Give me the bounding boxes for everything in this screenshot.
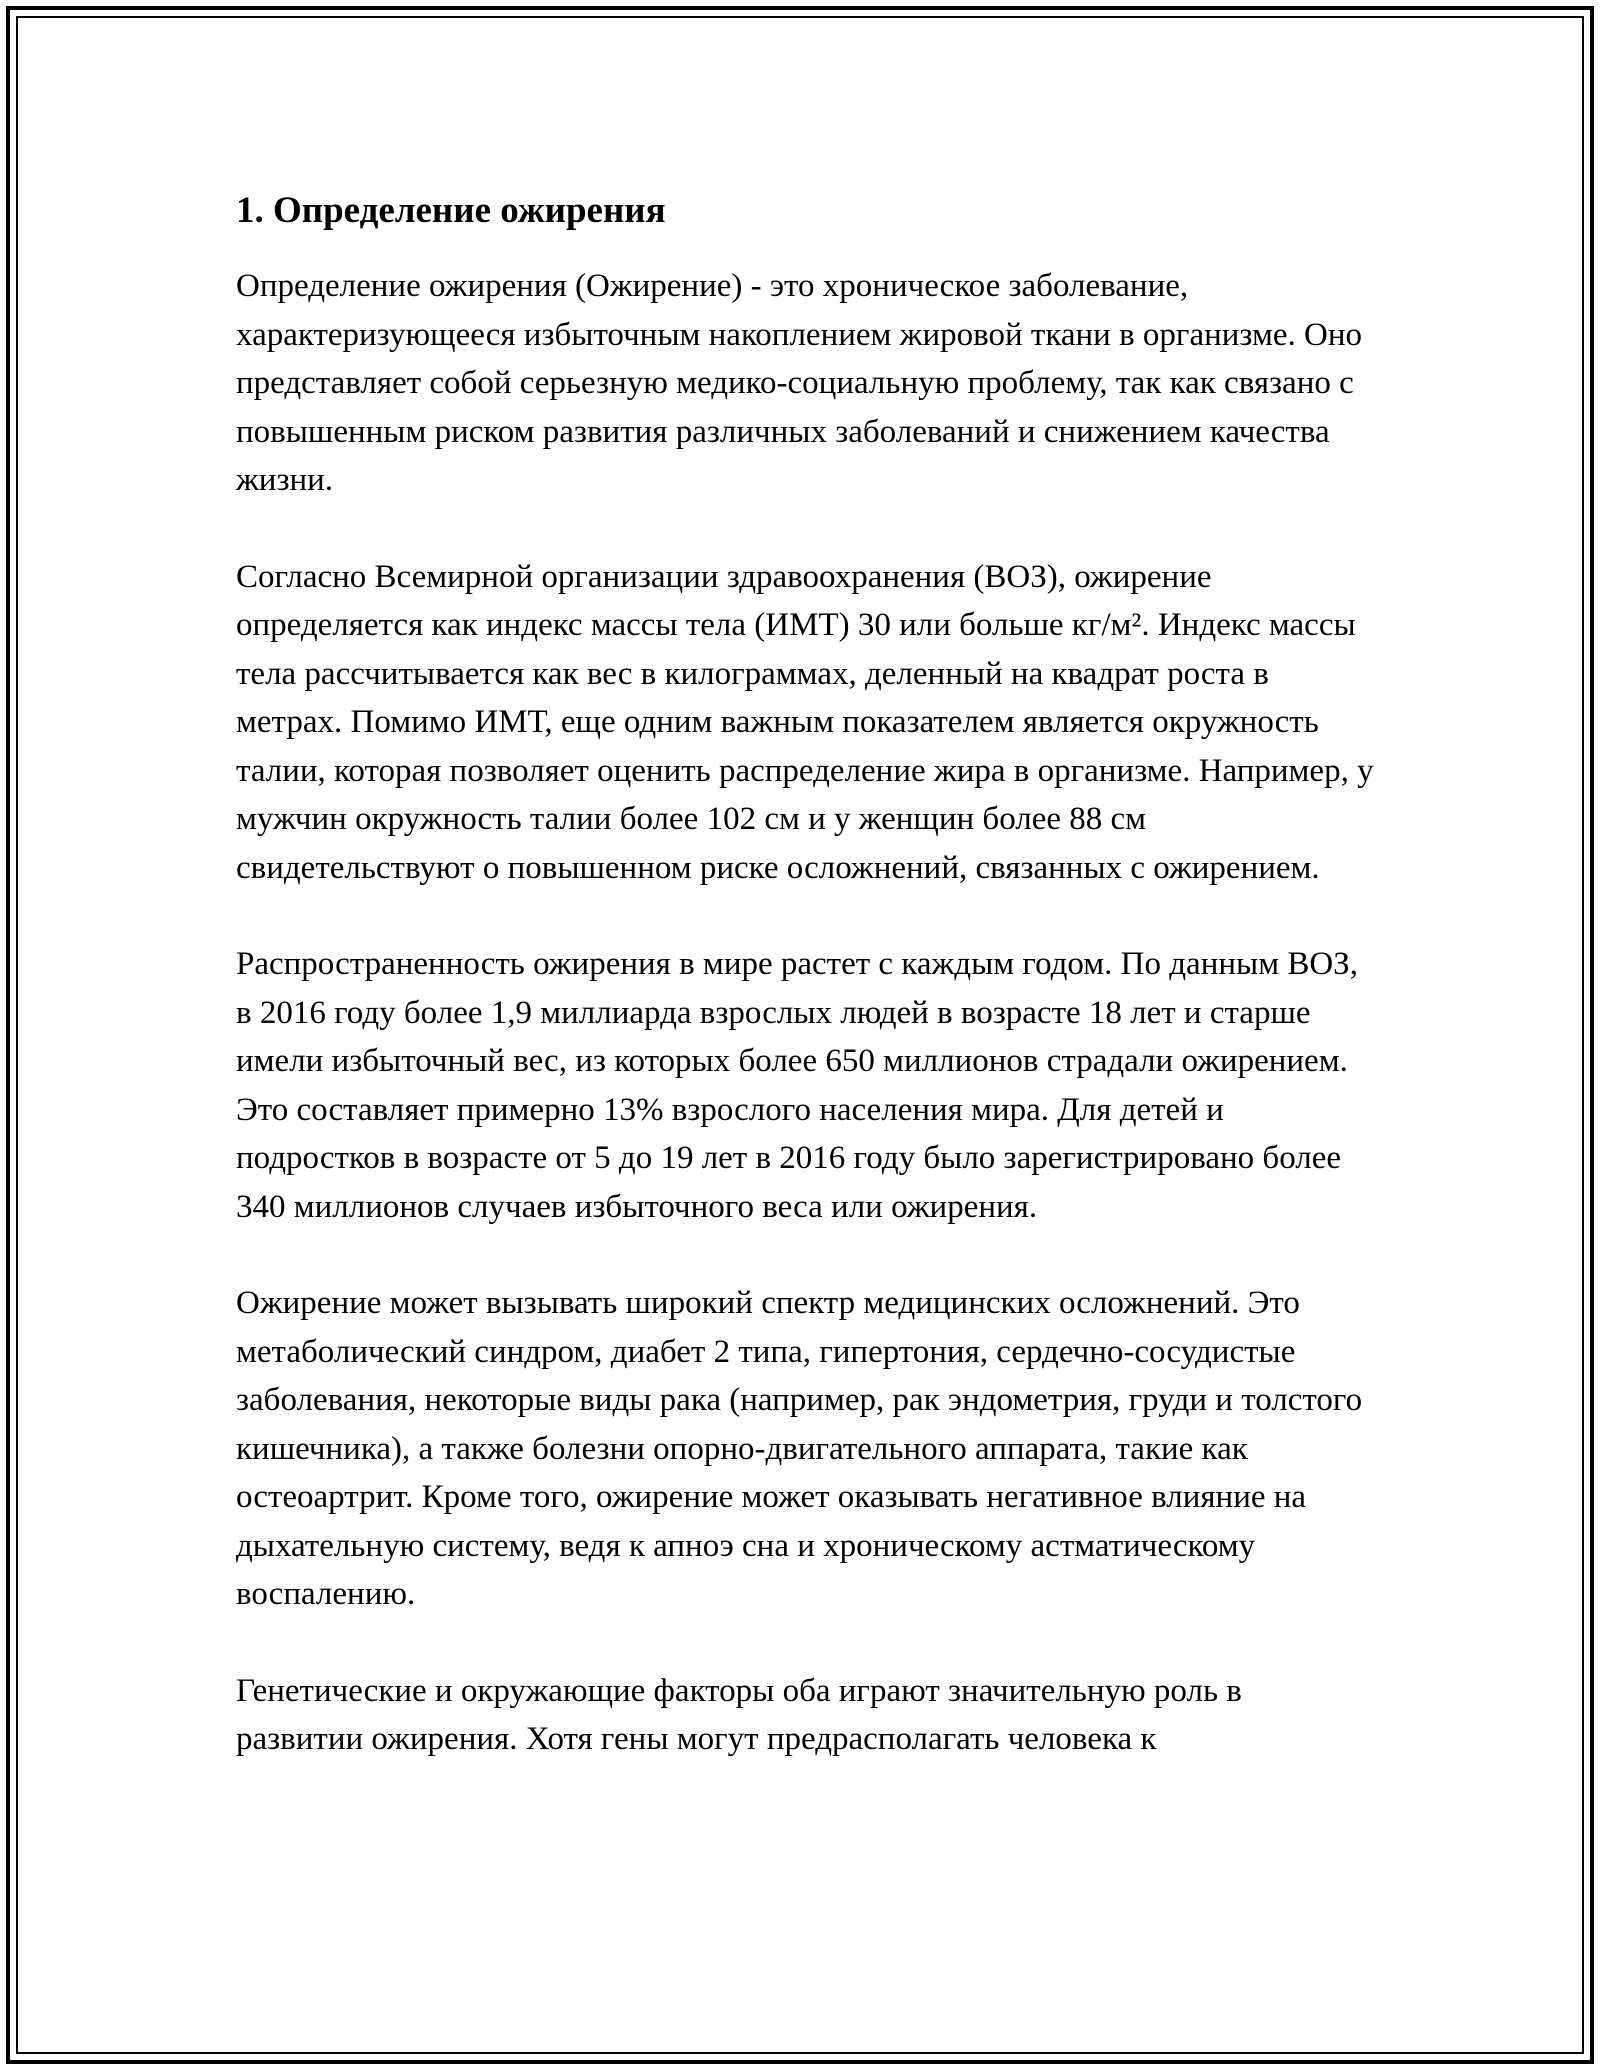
paragraph-factors: Генетические и окружающие факторы оба играют значительную роль в развитии ожирения. Хотя гены могут предрасполагать человека к [236,1672,1242,1757]
document-body [236,186,1376,1812]
paragraph-who-criteria: Согласно Всемирной организации здравоохранения (ВОЗ), ожирение определяется как индекс массы тела (ИМТ) 30 или больше кг/м². Индекс массы тела рассчитывается как вес в килограммах, деленный на квадрат роста в метрах. Помимо ИМТ, еще одним важным показателем является окружность талии, которая позволяет оценить распределение жира в организме. Например, у мужчин окружность талии более 102 см и у женщин более 88 см свидетельствуют о повышенном риске осложнений, связанных с ожирением. [236,558,1374,886]
paragraph-definition: Определение ожирения (Ожирение) - это хроническое заболевание, характеризующееся избыточным накоплением жировой ткани в организме. Оно представляет собой серьезную медико-социальную проблему, так как связано с повышенным риском развития различных заболеваний и снижением качества жизни. [236,268,1362,498]
section-heading: 1. Определение ожирения [236,190,666,231]
paragraph-prevalence: Распространенность ожирения в мире растет с каждым годом. По данным ВОЗ, в 2016 году более 1,9 миллиарда взрослых людей в возрасте 18 лет и старше имели избыточный вес, из которых более 650 миллионов страдали ожирением. Это составляет примерно 13% взрослого населения мира. Для детей и подростков в возрасте от 5 до 19 лет в 2016 году было зарегистрировано более 340 миллионов случаев избыточного веса или ожирения. [236,946,1358,1225]
paragraph-complications: Ожирение может вызывать широкий спектр медицинских осложнений. Это метаболический синдром, диабет 2 типа, гипертония, сердечно-сосудистые заболевания, некоторые виды рака (например, рак эндометрия, груди и толстого кишечника), а также болезни опорно-двигательного аппарата, такие как остеоартрит. Кроме того, ожирение может оказывать негативное влияние на дыхательную систему, ведя к апноэ сна и хроническому астматическому воспалению. [236,1285,1363,1612]
